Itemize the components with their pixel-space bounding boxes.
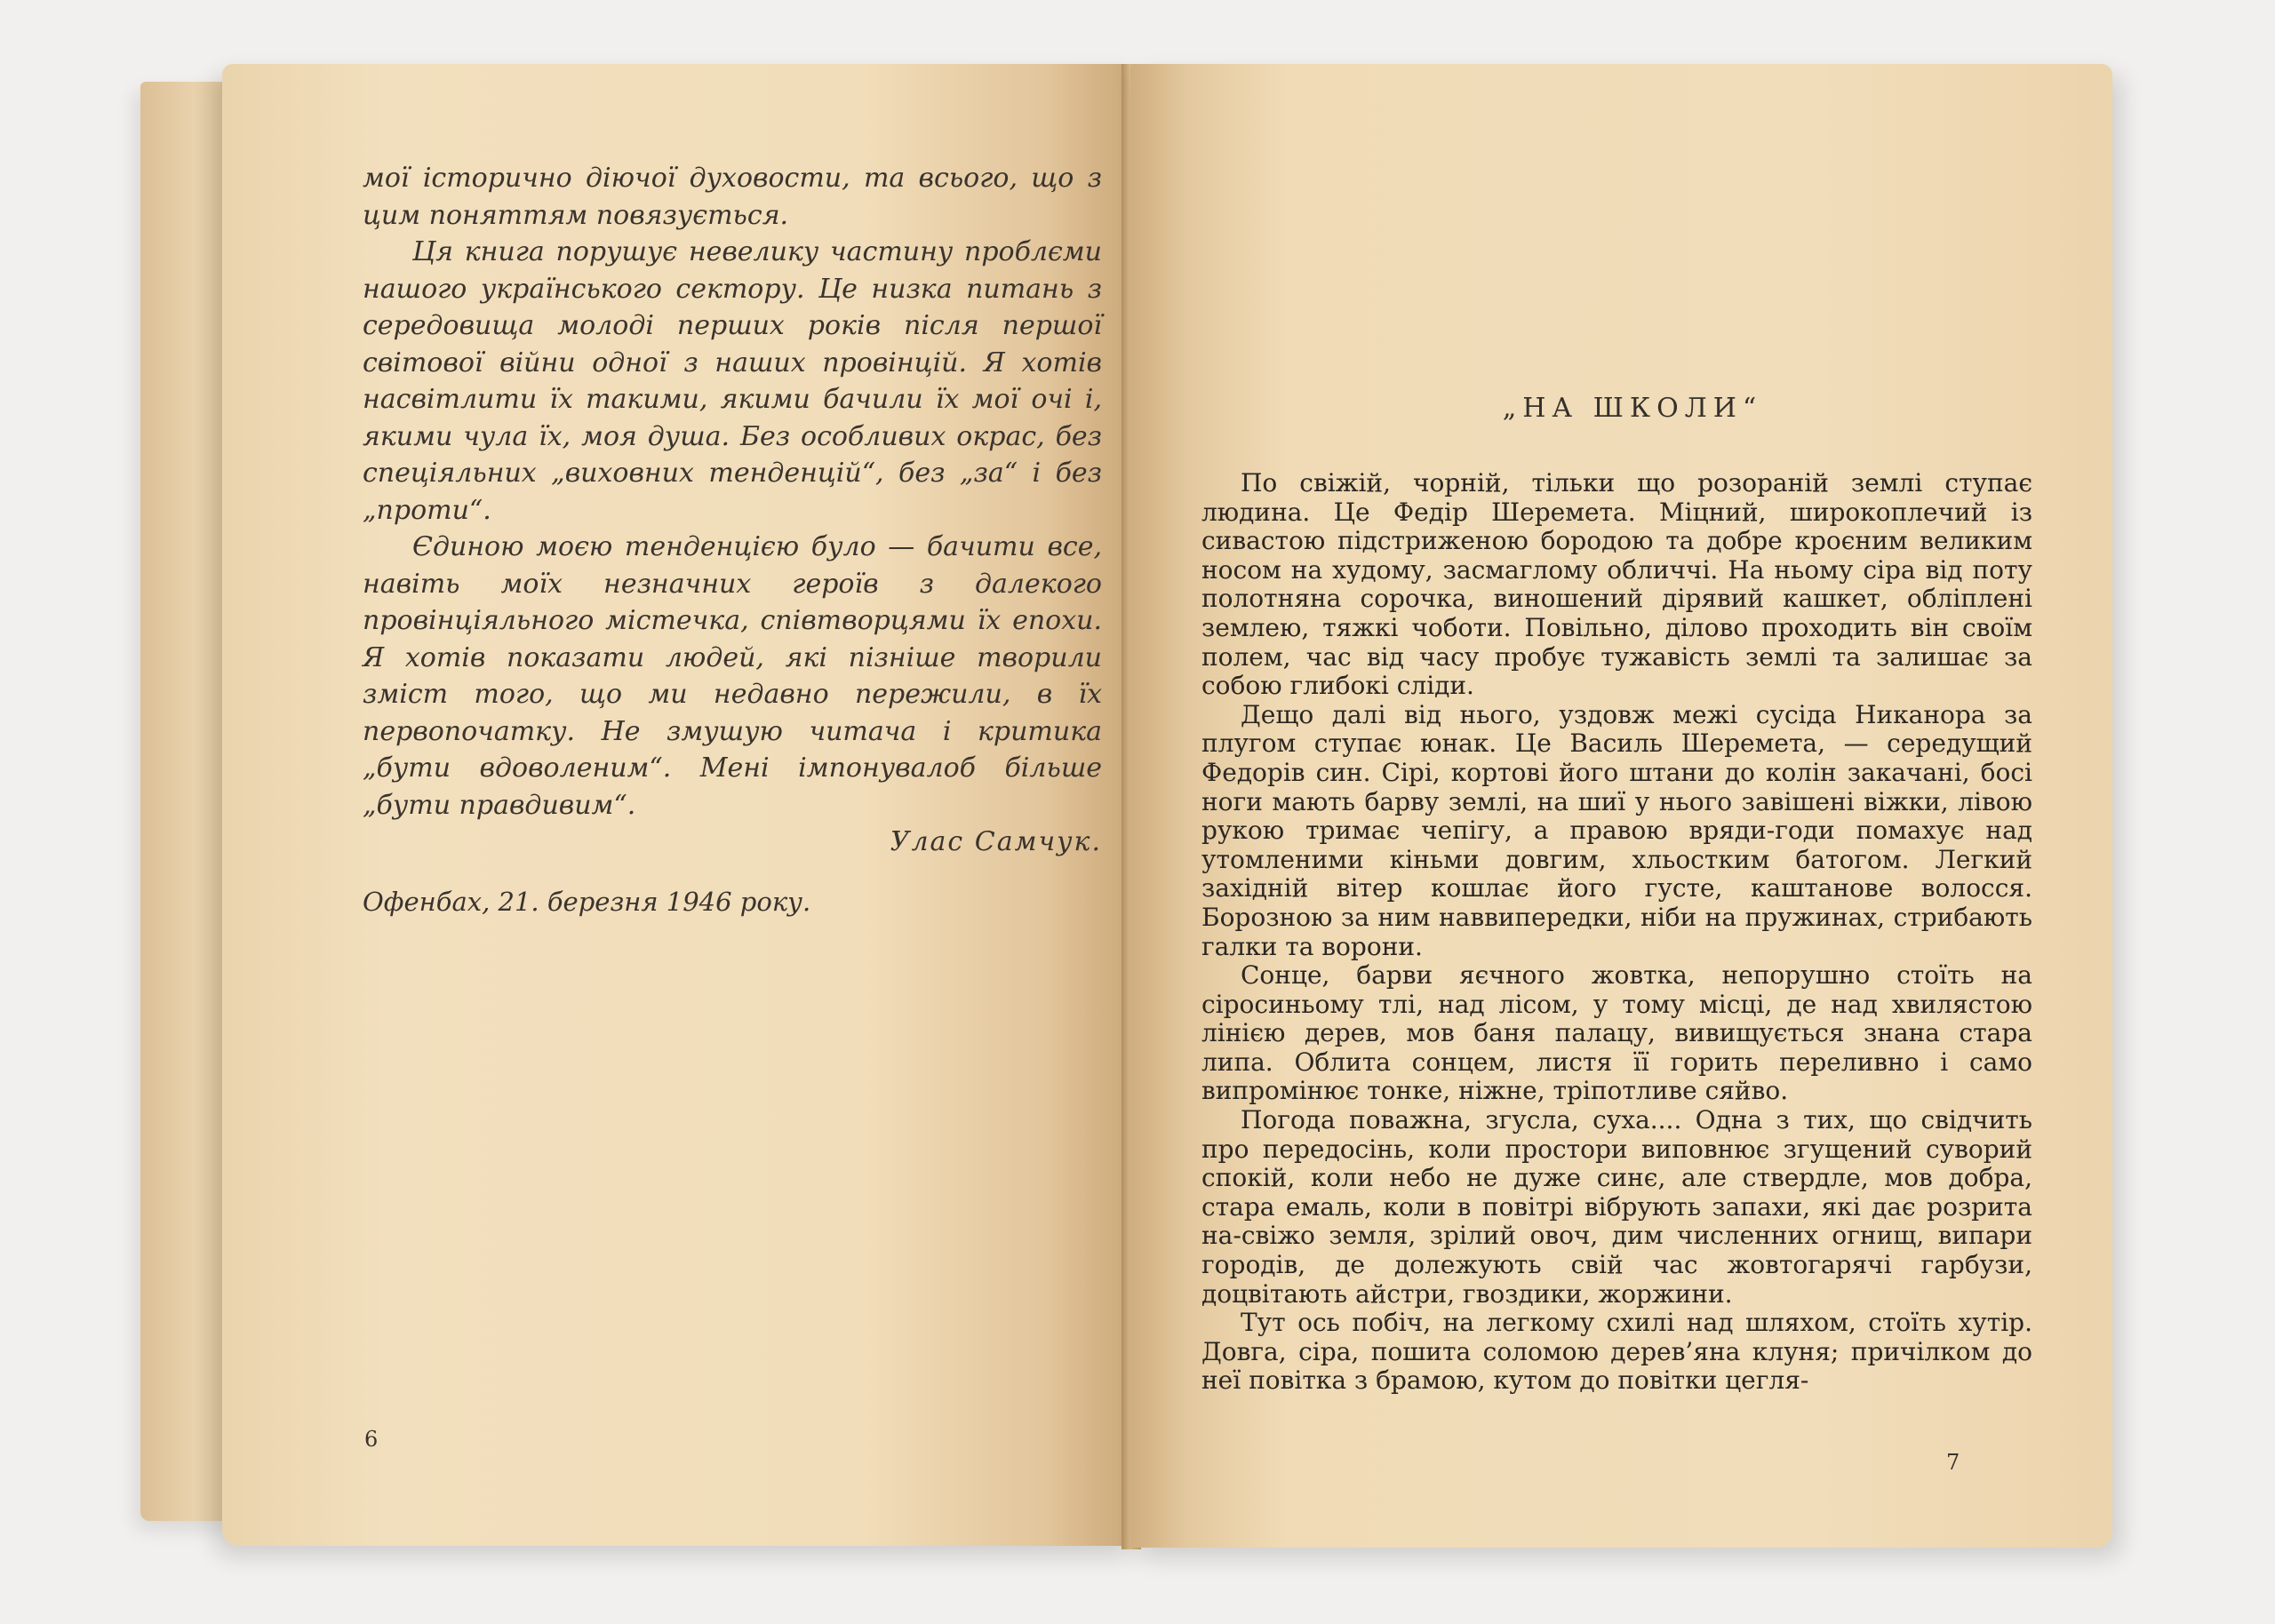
preface-paragraph: мої історично діючої духовости, та всього, що з цим поняттям повязується. xyxy=(363,163,1102,231)
chapter-text xyxy=(1201,469,2032,1396)
chapter-paragraph: Дещо далі від нього, уздовж межі сусіда Никанора за плугом ступає юнак. Це Василь Шеремета, — середущий Федорів син. Сірі, кортові його штани до колін закачані, босі ноги мають барву землі, на шиї у нього завішені віжки, лівою рукою тримає чепігу, а правою вряди-годи помахує над утомленими кіньми довгим, хльостким батогом. Легкий західній вітер кошлає його густе, каштанове волосся. Борозною за ним наввипередки, ніби на пружинах, стрибають галки та ворони. xyxy=(1201,699,2032,961)
chapter-paragraph: Погода поважна, згусла, суха.... Одна з тих, що свідчить про передосінь, коли простори виповнює згущений суворий спокій, коли небо не дуже синє, але ствердле, мов добра, стара емаль, коли в повітрі вібрують запахи, які дає розрита на-свіжо земля, зрілий овоч, дим численних огнищ, випари городів, де долежують свій час жовтогарячі гарбузи, доцвітають айстри, гвоздики, жоржини. xyxy=(1201,1105,2032,1309)
chapter-paragraph: По свіжій, чорній, тільки що розораній землі ступає людина. Це Федір Шеремета. Міцний, широкоплечий із сивастою підстриженою бородою та добре кроєним великим носом на худому, засмаглому обличчі. На ньому сіра від поту полотняна сорочка, виношений дірявий кашкет, обліплені землею, тяжкі чоботи. Повільно, ділово проходить він своїм полем, час від часу пробує тужавість землі та залишає за собою глибокі сліди. xyxy=(1201,468,2032,701)
page-number-left: 6 xyxy=(364,1427,379,1452)
chapter-paragraph: Тут ось побіч, на легкому схилі над шляхом, стоїть хутір. Довга, сіра, пошита соломою дерев’яна клуня; причілком до неї повітка з брамою, кутом до повітки цегля- xyxy=(1201,1308,2032,1396)
preface-paragraph: Єдиною моєю тенденцією було — бачити все, навіть моїх незначних героїв з далекого провінціяльного містечка, співтворцями їх епохи. Я хотів показати людей, які пізніше творили зміст того, що ми недавно пережили, в їх первопочатку. Не змушую читача і критика „бути вдоволеним“. Мені імпонувалоб більше „бути правдивим“. xyxy=(363,531,1102,821)
preface-paragraph: Ця книга порушує невелику частину проблєми нашого українського сектору. Це низка питань з середовища молоді перших років після першої світової війни одної з наших провінцій. Я хотів насвітлити їх такими, якими бачили їх мої очі і, якими чула їх, моя душа. Без особливих окрас, без спеціяльних „виховних тенденцій“, без „за“ і без „проти“. xyxy=(363,236,1102,526)
left-page xyxy=(222,64,1138,1546)
preface-text xyxy=(363,160,1102,824)
chapter-paragraph: Сонце, барви яєчного жовтка, непорушно стоїть на сіросиньому тлі, над лісом, у тому місці, де над хвилястою лінією дерев, мов баня палацу, вивищується знана стара липа. Облита сонцем, листя її горить переливно і само випромінює тонке, ніжне, тріпотливе сяйво. xyxy=(1201,960,2032,1106)
place-date-line: Офенбах, 21. березня 1946 року. xyxy=(363,887,811,917)
right-page xyxy=(1130,64,2112,1548)
chapter-title: „НА ШКОЛИ“ xyxy=(1502,393,1763,424)
page-number-right: 7 xyxy=(1946,1450,1960,1475)
author-signature: Улас Самчук. xyxy=(890,826,1102,857)
